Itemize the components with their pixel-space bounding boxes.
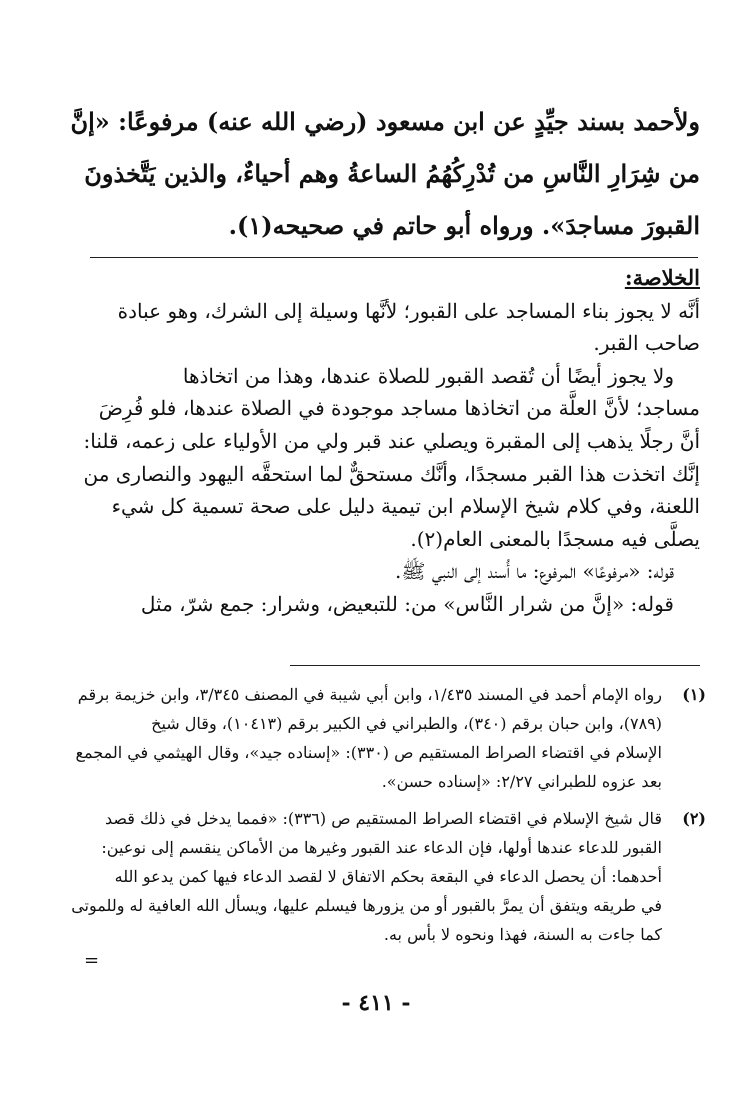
footnote-number: (١) <box>682 685 706 704</box>
summary-line: ولا يجوز أيضًا أن تُقصد القبور للصلاة عندها، وهذا من اتخاذها <box>182 363 674 388</box>
footnote-divider <box>290 665 700 666</box>
footnote-line: الإسلام في اقتضاء الصراط المستقيم ص (٣٣٠): «إسناده جيد»، وقال الهيثمي في المجمع <box>75 743 662 762</box>
hadith-quote <box>70 96 700 252</box>
summary-section <box>83 262 700 621</box>
page-number: - ٤١١ - <box>341 990 411 1016</box>
summary-line: أنَّه لا يجوز بناء المساجد على القبور؛ لأنَّها وسيلة إلى الشرك، وهو عبادة <box>117 298 700 323</box>
footnote-line: قال شيخ الإسلام في اقتضاء الصراط المستقيم ص (٣٣٦): «فمما يدخل في ذلك قصد <box>104 809 662 828</box>
continuation-marker: = <box>84 950 100 971</box>
footnote-line: في طريقه ويتفق أن يمرَّ بالقبور أو من يزورها فيسلم عليها، ويسأل الله العافية له وللموتى <box>71 896 662 915</box>
footnote-line: كما جاءت به السنة، فهذا ونحوه لا بأس به. <box>383 925 662 944</box>
footnote-line: القبور للدعاء عندها أولها، فإن الدعاء عند القبور وغيرها من الأماكن ينقسم إلى نوعين: <box>101 838 662 857</box>
quote-line: ولأحمد بسند جيِّدٍ عن ابن مسعود (رضي الله عنه) مرفوعًا: «إنَّ <box>70 107 700 136</box>
section-divider <box>90 257 698 258</box>
quote-line: القبورَ مساجدَ». ورواه أبو حاتم في صحيحه(١). <box>228 211 700 240</box>
footnotes <box>71 680 706 949</box>
footnote-line: (٧٨٩)، وابن حبان برقم (٣٤٠)، والطبراني في الكبير برقم (١٠٤١٣)، وقال شيخ <box>151 714 662 733</box>
summary-line: اللعنة، وفي كلام شيخ الإسلام ابن تيمية دليل على صحة تسمية كل شيء <box>111 494 700 519</box>
summary-line: أنَّ رجلًا يذهب إلى المقبرة ويصلي عند قبر ولي من الأولياء على زعمه، قلنا: <box>83 428 700 453</box>
summary-line: قوله: «إنَّ من شرار النَّاس» من: للتبعيض، وشرار: جمع شرّ، مثل <box>140 591 674 616</box>
summary-heading: الخلاصة: <box>624 265 700 290</box>
summary-line: إنَّك اتخذت هذا القبر مسجدًا، وأنَّك مستحقٌّ لما استحقَّه اليهود والنصارى من <box>83 461 700 486</box>
footnote-line: رواه الإمام أحمد في المسند ١/٤٣٥، وابن أبي شيبة في المصنف ٣/٣٤٥، وابن خزيمة برقم <box>77 685 662 704</box>
summary-line: صاحب القبر. <box>593 331 700 356</box>
footnote-2 <box>71 804 706 949</box>
footnote-1 <box>75 680 706 796</box>
footnote-line: بعد عزوه للطبراني ٢/٢٧: «إسناده حسن». <box>381 772 662 791</box>
summary-line: قوله: «مرفوعًا» المرفوع: ما أُسند إلى النبي ﷺ. <box>395 559 674 584</box>
footnote-number: (٢) <box>682 809 706 828</box>
footnote-line: أحدهما: أن يحصل الدعاء في البقعة بحكم الاتفاق لا لقصد الدعاء فيها كمن يدعو الله <box>114 867 662 886</box>
summary-line: يصلَّى فيه مسجدًا بالمعنى العام(٢). <box>410 526 700 551</box>
quote-line: من شِرَارِ النَّاسِ من تُدْرِكُهُمُ الساعةُ وهم أحياءٌ، والذين يَتَّخذونَ <box>84 159 700 188</box>
summary-line: مساجد؛ لأنَّ العلَّة من اتخاذها مساجد موجودة في الصلاة عندها، فلو فُرِضَ <box>98 396 700 421</box>
